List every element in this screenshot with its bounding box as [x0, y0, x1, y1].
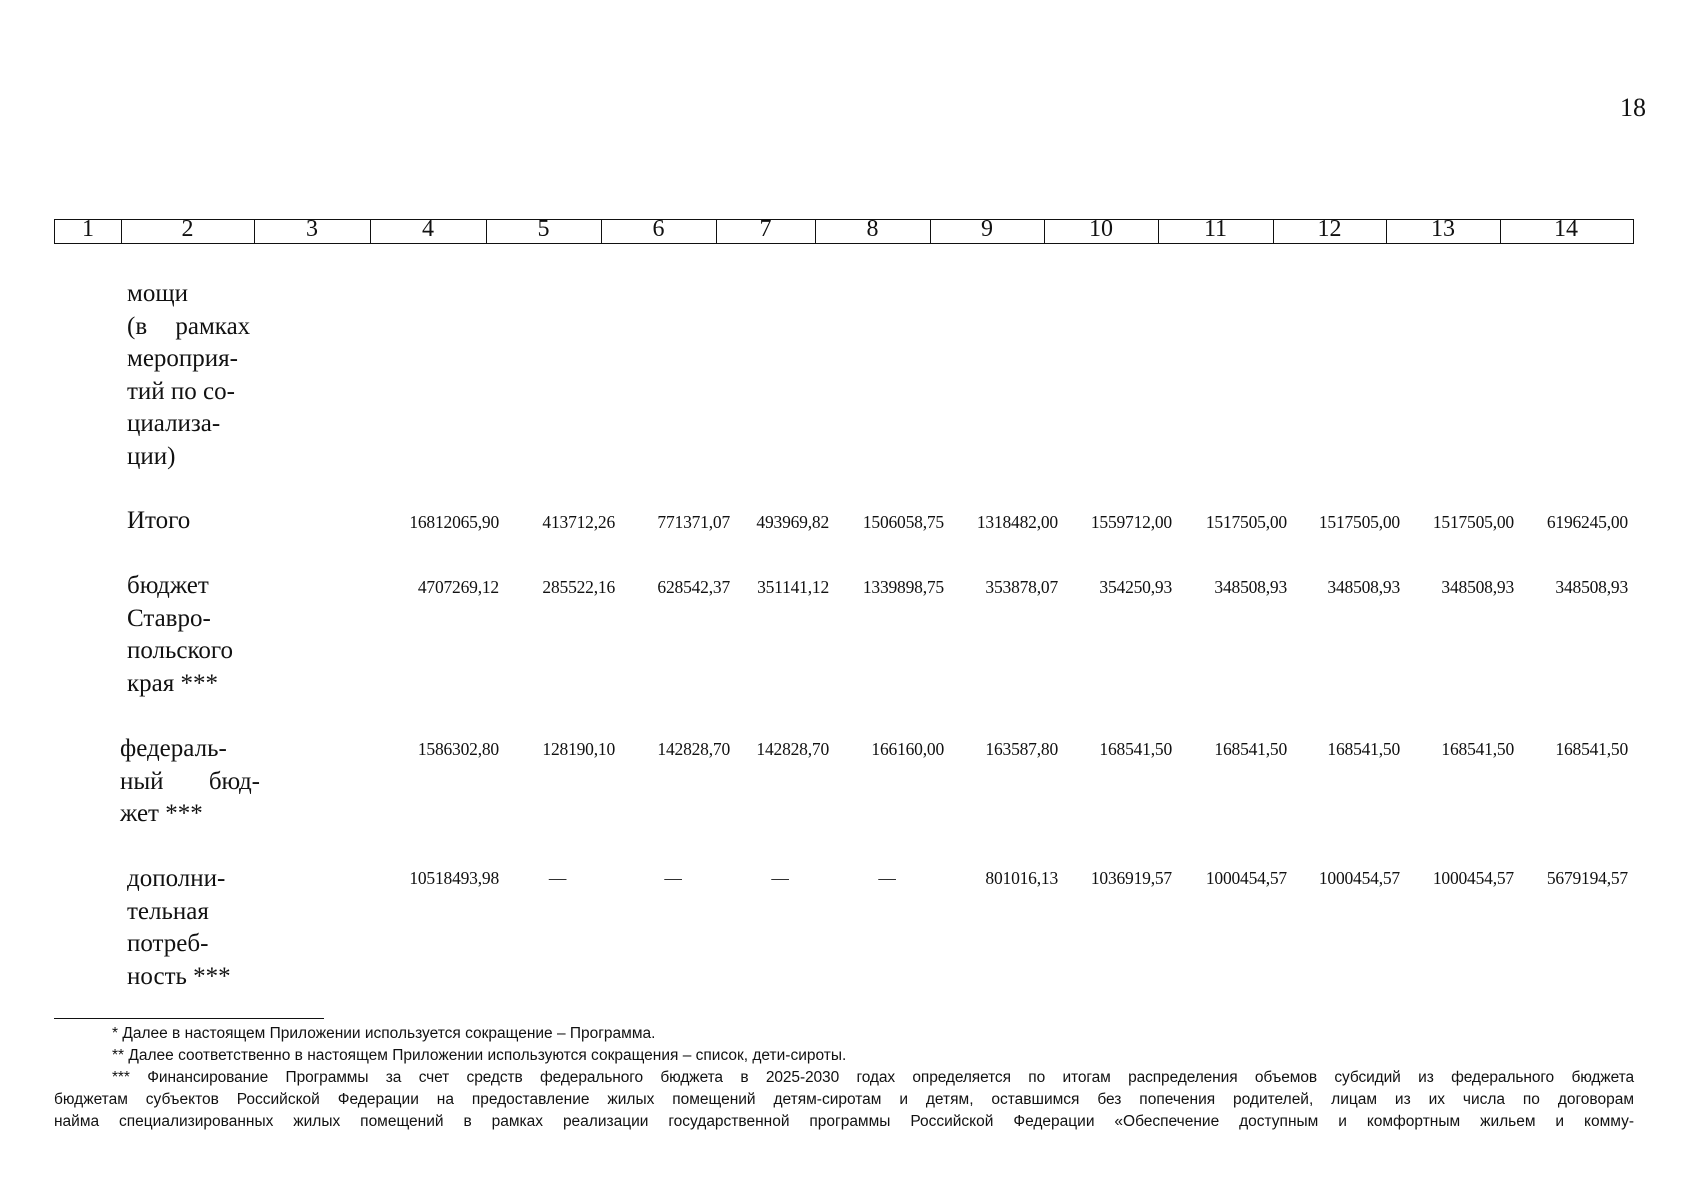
label-line: мощи [127, 280, 188, 307]
table-cell: 10518493,98 [409, 868, 499, 888]
table-cell: 348508,93 [1441, 577, 1514, 597]
label-line: потреб- [127, 930, 209, 957]
footnote: бюджетам субъектов Российской Федерации на предоставление жилых помещений детям-сиротам и детям, оставшимся без попечения родителей, лицам из их числа по договорам [54, 1091, 1634, 1108]
label-line: Итого [127, 507, 191, 534]
column-header: 8 [866, 216, 879, 242]
column-header: 13 [1431, 216, 1455, 242]
label-line: польского [127, 637, 234, 664]
label-line: тий по со- [127, 377, 235, 405]
table-cell: 6196245,00 [1546, 512, 1628, 532]
table-cell: — [548, 868, 567, 888]
table-cell: 413712,26 [542, 512, 615, 532]
table-cell: 142828,70 [657, 739, 730, 759]
table-cell: 4707269,12 [417, 577, 499, 597]
row-label-additional-need [127, 863, 231, 993]
row-label-federal-budget [120, 733, 260, 831]
table-cell: 168541,50 [1441, 739, 1514, 759]
footnote: * Далее в настоящем Приложении используется сокращение – Программа. [112, 1025, 656, 1042]
column-header: 6 [652, 216, 665, 242]
table-cell: 1517505,00 [1432, 512, 1514, 532]
column-header: 9 [981, 216, 993, 242]
table-cell: 168541,50 [1327, 739, 1400, 759]
footnote: найма специализированных жилых помещений в рамках реализации государственной программы Российской Федерации «Обеспечение доступным и комфортным жильем и комму- [54, 1113, 1634, 1130]
table-cell: 166160,00 [871, 739, 944, 759]
label-line: мероприя- [127, 345, 238, 372]
table-cell: 142828,70 [756, 739, 829, 759]
label-line: тельная [127, 897, 209, 925]
table-cell: 771371,07 [657, 512, 730, 532]
column-header: 14 [1554, 216, 1578, 242]
table-cell: 1000454,57 [1432, 868, 1514, 888]
label-line [120, 766, 260, 799]
table-cell: 163587,80 [985, 739, 1058, 759]
table-cell: 348508,93 [1214, 577, 1287, 597]
label-line: федераль- [120, 735, 227, 762]
table-cell: 353878,07 [985, 577, 1058, 597]
column-header: 10 [1089, 216, 1113, 242]
table-header-row [54, 216, 1634, 244]
table-cell: 348508,93 [1555, 577, 1628, 597]
table-cell: 1000454,57 [1318, 868, 1400, 888]
table-cell: 1517505,00 [1205, 512, 1287, 532]
table-cell: 1339898,75 [862, 577, 944, 597]
label-line: жет *** [120, 800, 203, 827]
label-line: ность *** [127, 962, 231, 990]
column-header: 11 [1203, 216, 1228, 242]
table-cell: 5679194,57 [1546, 868, 1628, 888]
label-word: бюд- [208, 767, 260, 795]
label-line: края *** [127, 669, 218, 697]
label-word: ный [120, 767, 164, 795]
column-header: 12 [1317, 216, 1342, 242]
table-cell: 285522,16 [542, 577, 615, 597]
footnote: ** Далее соответственно в настоящем Приложении используются сокращения – список, дети-сироты. [112, 1047, 847, 1064]
table-cell: 1586302,80 [417, 739, 499, 759]
label-line: Ставро- [127, 604, 211, 632]
table-cell: 168541,50 [1214, 739, 1287, 759]
table-cell: 801016,13 [985, 868, 1058, 888]
column-header: 4 [422, 216, 434, 242]
footnote-separator [54, 1018, 324, 1019]
footnote: *** Финансирование Программы за счет средств федерального бюджета в 2025-2030 годах определяется по итогам распределения объемов субсидий из федерального бюджета [112, 1069, 1634, 1086]
table-cell: 168541,50 [1099, 739, 1172, 759]
table-cell: 1036919,57 [1090, 868, 1172, 888]
table-cell: 1000454,57 [1205, 868, 1287, 888]
table-cell: 128190,10 [542, 739, 615, 759]
table-cell: 1506058,75 [862, 512, 944, 532]
label-line: циализа- [127, 410, 221, 437]
continuation-label [127, 278, 250, 473]
table-cell: — [878, 868, 896, 888]
table-cell: 348508,93 [1327, 577, 1400, 597]
table-cell: 493969,82 [756, 512, 829, 532]
table-cell: 628542,37 [657, 577, 730, 597]
label-line: ции) [127, 442, 176, 470]
table-cell: 354250,93 [1099, 577, 1172, 597]
column-header: 3 [306, 216, 318, 242]
table-cell: 16812065,90 [409, 512, 499, 532]
row-label-regional-budget [127, 570, 233, 700]
table-cell: 351141,12 [757, 577, 829, 597]
label-line: (в рамках [127, 312, 251, 340]
page-number: 18 [1620, 93, 1646, 122]
column-header: 1 [82, 216, 94, 242]
column-header: 2 [181, 216, 194, 242]
label-line: дополни- [127, 865, 226, 892]
column-header: 5 [537, 216, 550, 242]
table-cell: 168541,50 [1555, 739, 1628, 759]
table-cell: 1517505,00 [1318, 512, 1400, 532]
column-header: 7 [759, 216, 772, 242]
row-label-total [127, 505, 190, 538]
table-cell: 1559712,00 [1090, 512, 1172, 532]
label-line: бюджет [127, 572, 209, 599]
table-cell: — [664, 868, 682, 888]
table-cell: 1318482,00 [976, 512, 1058, 532]
table-cell: — [771, 868, 789, 888]
